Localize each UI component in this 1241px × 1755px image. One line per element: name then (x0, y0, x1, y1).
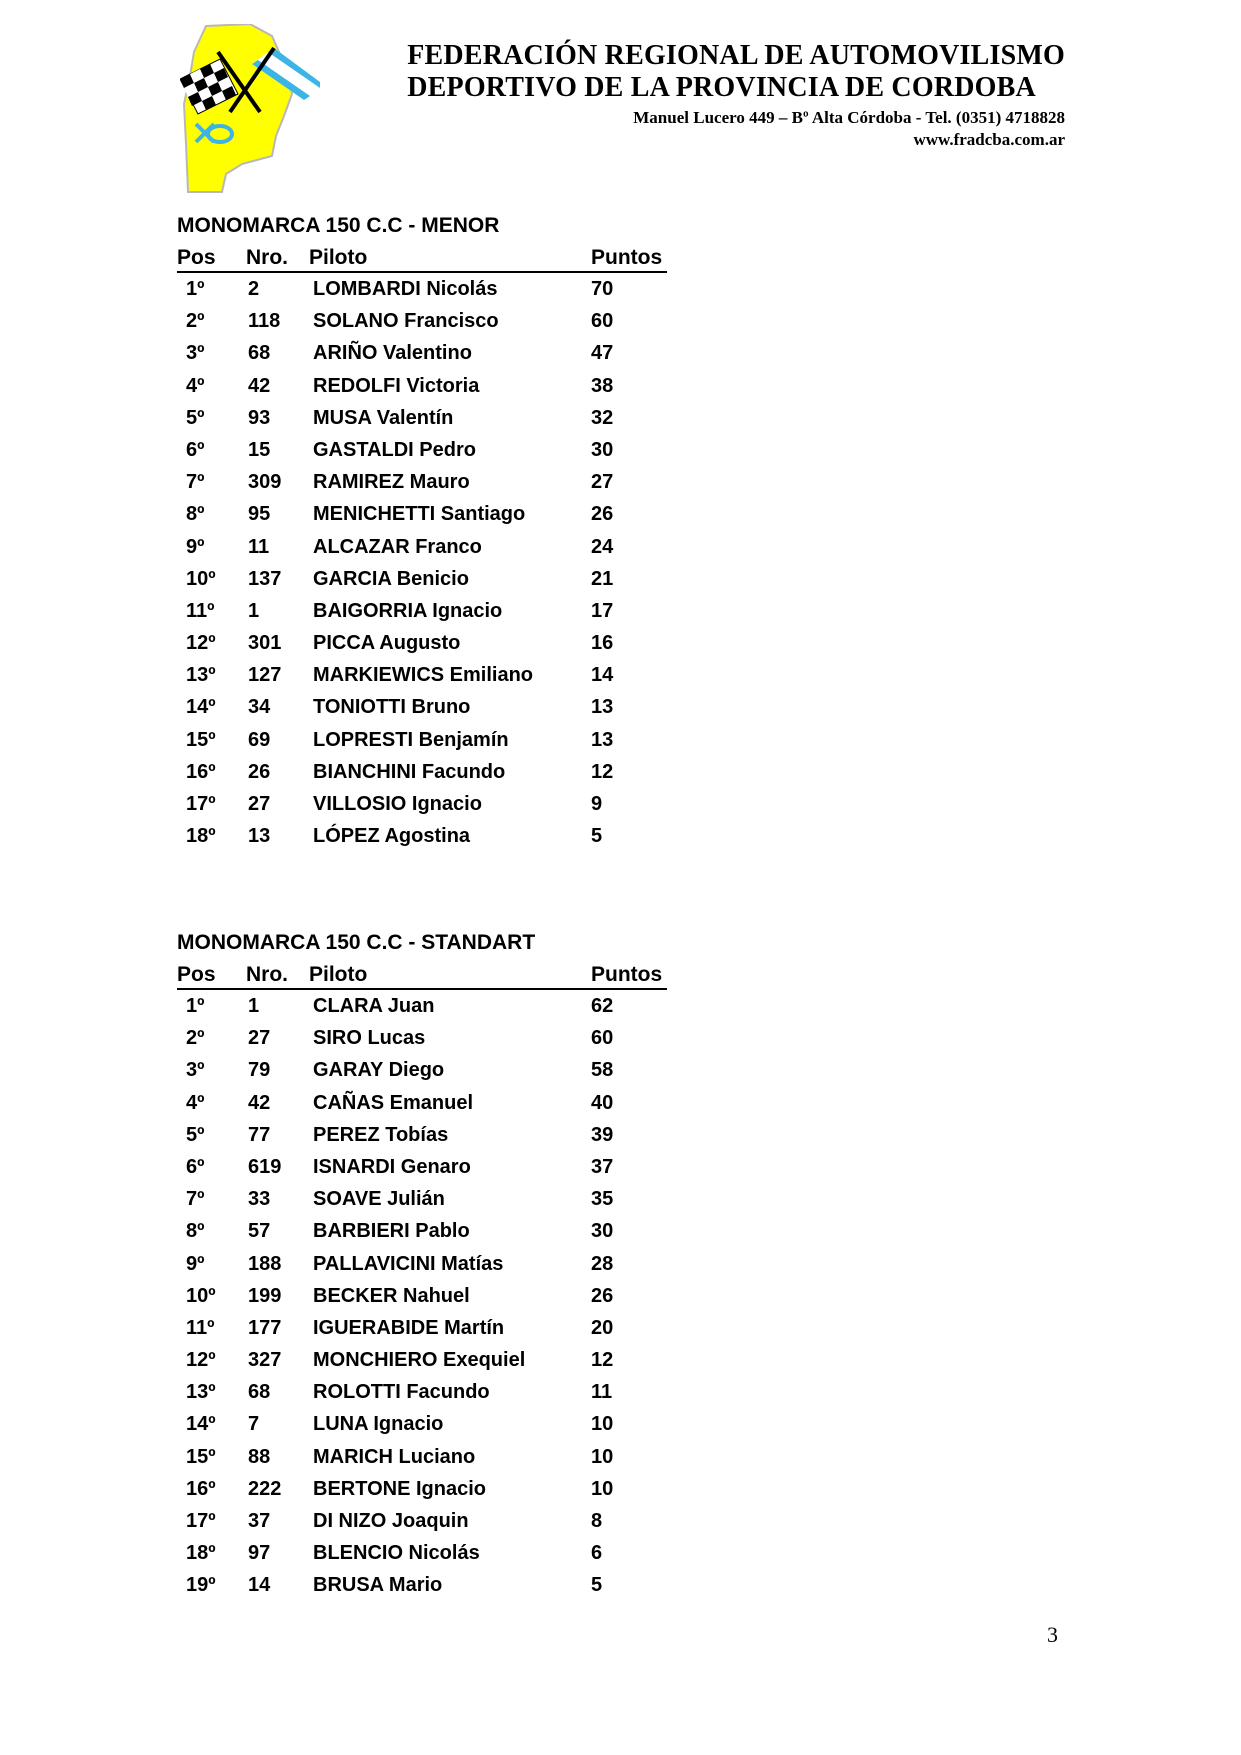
cell-piloto: SOAVE Julián (313, 1188, 445, 1211)
cell-puntos: 5 (591, 825, 603, 848)
cell-nro: 1 (248, 995, 260, 1017)
table-row (177, 563, 667, 595)
cell-pos: 13º (186, 1381, 216, 1404)
standings-section-standart (177, 930, 667, 1602)
cell-piloto: VILLOSIO Ignacio (313, 793, 482, 815)
cell-pos: 16º (186, 760, 216, 783)
cell-puntos: 26 (591, 1284, 614, 1307)
table-row (177, 820, 667, 852)
cell-pos: 5º (186, 1123, 205, 1146)
cell-nro: 33 (248, 1188, 271, 1211)
cell-pos: 4º (186, 374, 205, 397)
cell-pos: 12º (186, 632, 216, 655)
cell-nro: 34 (248, 696, 271, 719)
cell-nro: 11 (248, 535, 270, 558)
cell-puntos: 60 (591, 310, 614, 333)
cell-puntos: 10 (591, 1413, 614, 1436)
cell-nro: 77 (248, 1123, 271, 1146)
cell-pos: 1º (186, 995, 205, 1017)
cell-puntos: 62 (591, 995, 614, 1017)
table-row (177, 1344, 667, 1376)
table-row (177, 788, 667, 820)
cell-piloto: CAÑAS Emanuel (313, 1091, 474, 1114)
cell-piloto: LÓPEZ Agostina (313, 825, 471, 848)
cell-puntos: 24 (591, 535, 614, 558)
org-website: www.fradcba.com.ar (913, 130, 1065, 149)
table-row (177, 1215, 667, 1247)
cell-nro: 95 (248, 503, 271, 526)
table-row (177, 627, 667, 659)
cell-piloto: BECKER Nahuel (313, 1284, 470, 1307)
cell-puntos: 6 (591, 1542, 603, 1565)
cell-puntos: 10 (591, 1477, 614, 1500)
table-row (177, 1569, 667, 1601)
cell-pos: 18º (186, 825, 216, 848)
cell-puntos: 28 (591, 1252, 614, 1275)
table-row (177, 691, 667, 723)
header-puntos: Puntos (591, 246, 663, 269)
table-row (177, 595, 667, 627)
table-row (177, 1312, 667, 1344)
header-pos: Pos (177, 246, 216, 269)
cell-nro: 199 (248, 1284, 282, 1307)
cell-piloto: ROLOTTI Facundo (313, 1381, 490, 1404)
cell-nro: 68 (248, 342, 271, 365)
table-row (177, 305, 667, 337)
cell-piloto: ALCAZAR Franco (313, 535, 482, 558)
cell-piloto: PEREZ Tobías (313, 1123, 449, 1146)
table-row (177, 1151, 667, 1183)
cell-puntos: 8 (591, 1510, 603, 1532)
cell-pos: 17º (186, 793, 216, 815)
cell-puntos: 26 (591, 503, 614, 526)
cell-puntos: 30 (591, 438, 614, 461)
cell-pos: 7º (186, 471, 205, 494)
cell-pos: 14º (186, 1413, 216, 1436)
cell-piloto: IGUERABIDE Martín (313, 1316, 505, 1339)
cell-puntos: 16 (591, 632, 614, 655)
cell-piloto: ARIÑO Valentino (313, 342, 472, 365)
table-row (177, 1087, 667, 1119)
cell-piloto: ISNARDI Genaro (313, 1155, 471, 1178)
table-header (177, 245, 667, 273)
section-title: MONOMARCA 150 C.C - STANDART (177, 931, 536, 954)
cell-puntos: 13 (591, 696, 614, 719)
section-title: MONOMARCA 150 C.C - MENOR (177, 214, 500, 237)
cell-nro: 7 (248, 1413, 260, 1436)
cell-nro: 42 (248, 1091, 271, 1114)
cell-pos: 8º (186, 503, 205, 526)
cell-puntos: 38 (591, 374, 614, 397)
cell-nro: 42 (248, 374, 271, 397)
cell-nro: 327 (248, 1349, 282, 1372)
organization-header (407, 40, 1065, 151)
table-row (177, 1376, 667, 1408)
cell-piloto: GARAY Diego (313, 1059, 445, 1082)
cell-piloto: BLENCIO Nicolás (313, 1542, 480, 1565)
cell-pos: 2º (186, 1027, 205, 1050)
cell-piloto: BAIGORRIA Ignacio (313, 599, 503, 622)
cell-piloto: PICCA Augusto (313, 632, 461, 655)
cell-piloto: TONIOTTI Bruno (313, 696, 471, 719)
cell-puntos: 27 (591, 471, 614, 494)
cell-puntos: 35 (591, 1188, 614, 1211)
cell-pos: 9º (186, 535, 205, 558)
table-row (177, 1183, 667, 1215)
cell-pos: 11º (186, 1316, 215, 1339)
cell-pos: 14º (186, 696, 216, 719)
cell-pos: 12º (186, 1349, 216, 1372)
table-row (177, 1054, 667, 1086)
header-piloto: Piloto (309, 963, 368, 986)
cell-piloto: GARCIA Benicio (313, 567, 469, 590)
cell-puntos: 10 (591, 1445, 614, 1468)
cell-pos: 10º (186, 567, 216, 590)
cell-nro: 13 (248, 825, 271, 848)
cell-nro: 97 (248, 1542, 271, 1565)
cell-pos: 3º (186, 342, 205, 365)
cell-nro: 15 (248, 438, 271, 461)
header-piloto: Piloto (309, 246, 368, 269)
cell-pos: 13º (186, 664, 216, 687)
cell-piloto: SOLANO Francisco (313, 310, 499, 333)
cell-nro: 118 (248, 310, 281, 333)
cell-pos: 15º (186, 1445, 216, 1468)
cell-puntos: 32 (591, 406, 614, 429)
cell-piloto: CLARA Juan (313, 995, 435, 1017)
cell-nro: 27 (248, 793, 271, 815)
org-address: Manuel Lucero 449 – Bº Alta Córdoba - Tel. (0351) 4718828 (633, 108, 1065, 127)
cell-nro: 14 (248, 1574, 271, 1597)
table-row (177, 1473, 667, 1505)
table-row (177, 466, 667, 498)
table-row (177, 1408, 667, 1440)
cell-pos: 9º (186, 1252, 205, 1275)
cell-puntos: 37 (591, 1155, 614, 1178)
table-row (177, 990, 667, 1022)
cell-puntos: 58 (591, 1059, 614, 1082)
cell-puntos: 17 (591, 599, 614, 622)
cell-nro: 69 (248, 728, 271, 751)
cell-pos: 8º (186, 1220, 205, 1243)
cell-pos: 6º (186, 438, 205, 461)
cell-puntos: 5 (591, 1574, 603, 1597)
cell-pos: 4º (186, 1091, 205, 1114)
cell-nro: 309 (248, 471, 282, 494)
standings-section-menor (177, 213, 667, 852)
table-row (177, 402, 667, 434)
cell-piloto: BRUSA Mario (313, 1574, 443, 1597)
cell-puntos: 40 (591, 1091, 614, 1114)
cell-piloto: BERTONE Ignacio (313, 1477, 486, 1500)
cell-nro: 79 (248, 1059, 271, 1082)
cell-nro: 301 (248, 632, 282, 655)
cell-nro: 222 (248, 1477, 282, 1500)
cell-puntos: 9 (591, 793, 603, 815)
cell-puntos: 21 (591, 567, 614, 590)
cell-piloto: MARKIEWICS Emiliano (313, 664, 534, 687)
cell-nro: 27 (248, 1027, 271, 1050)
cell-pos: 2º (186, 310, 205, 333)
cell-piloto: SIRO Lucas (313, 1027, 426, 1050)
table-body (177, 273, 667, 852)
cell-puntos: 60 (591, 1027, 614, 1050)
table-row (177, 1441, 667, 1473)
cell-pos: 7º (186, 1188, 205, 1211)
cell-pos: 11º (186, 599, 215, 622)
cell-pos: 1º (186, 278, 205, 300)
cell-nro: 177 (248, 1316, 282, 1339)
cell-piloto: BIANCHINI Facundo (313, 760, 506, 783)
cell-nro: 57 (248, 1220, 271, 1243)
cell-pos: 10º (186, 1284, 216, 1307)
cell-piloto: MARICH Luciano (313, 1445, 476, 1468)
cell-nro: 619 (248, 1155, 282, 1178)
page-number: 3 (1047, 1622, 1058, 1647)
cell-piloto: MONCHIERO Exequiel (313, 1349, 526, 1372)
cell-nro: 188 (248, 1252, 282, 1275)
cell-nro: 26 (248, 760, 271, 783)
cell-pos: 18º (186, 1542, 216, 1565)
table-row (177, 659, 667, 691)
cell-piloto: LOMBARDI Nicolás (313, 278, 498, 300)
cell-puntos: 30 (591, 1220, 614, 1243)
table-row (177, 1248, 667, 1280)
table-row (177, 756, 667, 788)
table-row (177, 434, 667, 466)
table-row (177, 724, 667, 756)
cell-nro: 88 (248, 1445, 271, 1468)
cell-puntos: 12 (591, 760, 614, 783)
cell-nro: 37 (248, 1510, 271, 1532)
cell-puntos: 47 (591, 342, 614, 365)
cell-piloto: REDOLFI Victoria (313, 374, 480, 397)
header-nro: Nro. (246, 963, 288, 986)
cell-piloto: LUNA Ignacio (313, 1413, 444, 1436)
fradcba-logo-icon (180, 24, 320, 194)
cell-piloto: BARBIERI Pablo (313, 1220, 470, 1243)
header-nro: Nro. (246, 246, 288, 269)
cell-piloto: MUSA Valentín (313, 406, 454, 429)
cell-nro: 1 (248, 599, 260, 622)
cell-piloto: RAMIREZ Mauro (313, 471, 470, 494)
cell-pos: 6º (186, 1155, 205, 1178)
table-row (177, 273, 667, 305)
cell-pos: 3º (186, 1059, 205, 1082)
org-name-line2: DEPORTIVO DE LA PROVINCIA DE CORDOBA (407, 72, 1036, 103)
table-header (177, 962, 667, 990)
table-row (177, 1280, 667, 1312)
cell-puntos: 14 (591, 664, 614, 687)
cell-nro: 68 (248, 1381, 271, 1404)
header-pos: Pos (177, 963, 216, 986)
cell-nro: 93 (248, 406, 271, 429)
cell-puntos: 70 (591, 278, 614, 300)
table-row (177, 1505, 667, 1537)
cell-pos: 17º (186, 1510, 216, 1532)
cell-nro: 137 (248, 567, 282, 590)
table-body (177, 990, 667, 1602)
cell-piloto: PALLAVICINI Matías (313, 1252, 504, 1275)
cell-nro: 127 (248, 664, 282, 687)
cell-piloto: LOPRESTI Benjamín (313, 728, 509, 751)
cell-pos: 15º (186, 728, 216, 751)
table-row (177, 370, 667, 402)
table-row (177, 1022, 667, 1054)
cell-pos: 5º (186, 406, 205, 429)
cell-puntos: 20 (591, 1316, 614, 1339)
cell-puntos: 12 (591, 1349, 614, 1372)
table-row (177, 498, 667, 530)
cell-piloto: DI NIZO Joaquin (313, 1510, 469, 1532)
cell-puntos: 11 (591, 1381, 613, 1404)
cell-pos: 19º (186, 1574, 216, 1597)
cell-piloto: MENICHETTI Santiago (313, 503, 526, 526)
table-row (177, 1537, 667, 1569)
cell-puntos: 13 (591, 728, 614, 751)
table-row (177, 337, 667, 369)
cell-piloto: GASTALDI Pedro (313, 438, 476, 461)
org-name-line1: FEDERACIÓN REGIONAL DE AUTOMOVILISMO (407, 40, 1065, 71)
cell-nro: 2 (248, 278, 260, 300)
table-row (177, 1119, 667, 1151)
cell-pos: 16º (186, 1477, 216, 1500)
cell-puntos: 39 (591, 1123, 614, 1146)
header-puntos: Puntos (591, 963, 663, 986)
table-row (177, 531, 667, 563)
